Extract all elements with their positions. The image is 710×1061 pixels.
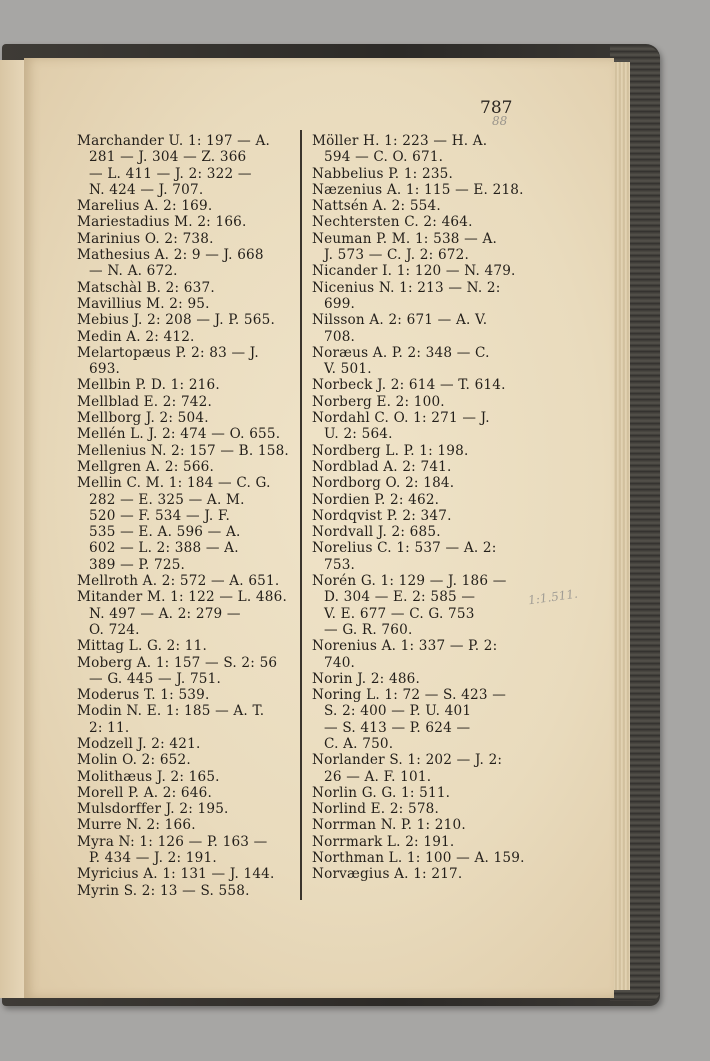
index-line: Northman L. 1: 100 — A. 159. xyxy=(312,850,525,867)
left-index-column xyxy=(77,133,295,899)
index-line: Melartopæus P. 2: 83 — J. xyxy=(77,344,259,361)
index-line: Norrmark L. 2: 191. xyxy=(312,833,455,850)
index-line: Nordberg L. P. 1: 198. xyxy=(312,442,469,459)
index-line: Mellin C. M. 1: 184 — C. G. xyxy=(77,475,271,492)
index-line: Mellroth A. 2: 572 — A. 651. xyxy=(77,573,280,590)
index-line: P. 434 — J. 2: 191. xyxy=(89,850,217,867)
index-line: Mellborg J. 2: 504. xyxy=(77,410,209,427)
index-line: Mellbin P. D. 1: 216. xyxy=(77,377,220,394)
index-line: J. 573 — C. J. 2: 672. xyxy=(324,247,470,264)
index-line: 281 — J. 304 — Z. 366 xyxy=(89,149,247,166)
index-line: 26 — A. F. 101. xyxy=(324,768,432,785)
right-index-column xyxy=(312,133,534,883)
index-line: Norlander S. 1: 202 — J. 2: xyxy=(312,752,503,769)
column-divider xyxy=(300,130,302,900)
index-line: C. A. 750. xyxy=(324,735,394,752)
index-line: Noring L. 1: 72 — S. 423 — xyxy=(312,687,506,704)
index-line: Nordqvist P. 2: 347. xyxy=(312,507,452,524)
index-line: Modin N. E. 1: 185 — A. T. xyxy=(77,703,265,720)
index-line: Mulsdorffer J. 2: 195. xyxy=(77,801,229,818)
index-line: Norrman N. P. 1: 210. xyxy=(312,817,466,834)
index-line: Moderus T. 1: 539. xyxy=(77,687,210,704)
index-line: Nordahl C. O. 1: 271 — J. xyxy=(312,410,490,427)
index-line: Norvægius A. 1: 217. xyxy=(312,866,463,883)
index-line: N. 497 — A. 2: 279 — xyxy=(89,605,241,622)
index-line: 708. xyxy=(324,328,356,345)
index-line: U. 2: 564. xyxy=(324,426,393,443)
index-line: Norelius C. 1: 537 — A. 2: xyxy=(312,540,497,557)
index-line: Medin A. 2: 412. xyxy=(77,328,195,345)
index-line: Nordblad A. 2: 741. xyxy=(312,458,452,475)
index-line: Mittag L. G. 2: 11. xyxy=(77,638,207,655)
index-line: 602 — L. 2: 388 — A. xyxy=(89,540,239,557)
index-line: Nabbelius P. 1: 235. xyxy=(312,165,454,182)
index-line: S. 2: 400 — P. U. 401 xyxy=(324,703,472,720)
index-line: Næzenius A. 1: 115 — E. 218. xyxy=(312,181,524,198)
index-line: — G. R. 760. xyxy=(324,621,413,638)
index-line: 594 — C. O. 671. xyxy=(324,149,444,166)
index-line: Nilsson A. 2: 671 — A. V. xyxy=(312,312,488,329)
index-line: N. 424 — J. 707. xyxy=(89,181,204,198)
index-line: Norin J. 2: 486. xyxy=(312,670,421,687)
index-line: Mellgren A. 2: 566. xyxy=(77,458,215,475)
index-line: Mellenius N. 2: 157 — B. 158. xyxy=(77,442,289,459)
index-line: Nicander I. 1: 120 — N. 479. xyxy=(312,263,516,280)
index-line: Norén G. 1: 129 — J. 186 — xyxy=(312,573,507,590)
page-number: 787 xyxy=(480,98,513,118)
facing-page-edge xyxy=(0,60,25,998)
index-line: Mariestadius M. 2: 166. xyxy=(77,214,247,231)
index-line: — G. 445 — J. 751. xyxy=(89,670,222,687)
index-line: V. 501. xyxy=(324,361,372,378)
index-line: Nordvall J. 2: 685. xyxy=(312,524,441,541)
index-line: Norlind E. 2: 578. xyxy=(312,801,440,818)
index-line: O. 724. xyxy=(89,621,140,638)
index-line: Myra N: 1: 126 — P. 163 — xyxy=(77,833,268,850)
index-line: Mellblad E. 2: 742. xyxy=(77,393,213,410)
index-line: Nechtersten C. 2: 464. xyxy=(312,214,473,231)
index-line: 2: 11. xyxy=(89,719,130,736)
index-line: Neuman P. M. 1: 538 — A. xyxy=(312,230,498,247)
index-line: Noræus A. P. 2: 348 — C. xyxy=(312,344,490,361)
index-line: — L. 411 — J. 2: 322 — xyxy=(89,165,252,182)
index-line: Matschàl B. 2: 637. xyxy=(77,279,215,296)
index-line: — S. 413 — P. 624 — xyxy=(324,719,471,736)
index-line: Marchander U. 1: 197 — A. xyxy=(77,133,271,149)
margin-pencil-note: 1:1.511. xyxy=(527,586,579,608)
index-line: Nordborg O. 2: 184. xyxy=(312,475,455,492)
index-line: Norlin G. G. 1: 511. xyxy=(312,784,451,801)
index-line: — N. A. 672. xyxy=(89,263,178,280)
index-line: Nicenius N. 1: 213 — N. 2: xyxy=(312,279,501,296)
index-line: 389 — P. 725. xyxy=(89,556,186,573)
index-line: 282 — E. 325 — A. M. xyxy=(89,491,245,508)
index-line: Murre N. 2: 166. xyxy=(77,817,196,834)
index-line: Norbeck J. 2: 614 — T. 614. xyxy=(312,377,506,394)
index-line: Modzell J. 2: 421. xyxy=(77,735,201,752)
index-line: Myrin S. 2: 13 — S. 558. xyxy=(77,882,250,899)
index-line: Mebius J. 2: 208 — J. P. 565. xyxy=(77,312,275,329)
index-line: Molin O. 2: 652. xyxy=(77,752,191,769)
index-line: Mitander M. 1: 122 — L. 486. xyxy=(77,589,287,606)
index-line: Mavillius M. 2: 95. xyxy=(77,295,210,312)
index-line: 520 — F. 534 — J. F. xyxy=(89,507,230,524)
index-line: Nordien P. 2: 462. xyxy=(312,491,440,508)
index-line: Myricius A. 1: 131 — J. 144. xyxy=(77,866,275,883)
index-line: 753. xyxy=(324,556,356,573)
index-line: Morell P. A. 2: 646. xyxy=(77,784,212,801)
index-line: 699. xyxy=(324,295,356,312)
index-line: Mellén L. J. 2: 474 — O. 655. xyxy=(77,426,281,443)
index-line: Marinius O. 2: 738. xyxy=(77,230,214,247)
pencil-mark: 88 xyxy=(492,114,508,128)
index-line: V. E. 677 — C. G. 753 xyxy=(324,605,475,622)
index-line: 535 — E. A. 596 — A. xyxy=(89,524,241,541)
index-line: Molithæus J. 2: 165. xyxy=(77,768,220,785)
index-line: Moberg A. 1: 157 — S. 2: 56 xyxy=(77,654,278,671)
index-line: D. 304 — E. 2: 585 — xyxy=(324,589,476,606)
index-line: Marelius A. 2: 169. xyxy=(77,198,213,215)
index-line: Nattsén A. 2: 554. xyxy=(312,198,441,215)
index-line: Norberg E. 2: 100. xyxy=(312,393,445,410)
index-line: Mathesius A. 2: 9 — J. 668 xyxy=(77,247,264,264)
index-line: 740. xyxy=(324,654,356,671)
index-line: Norenius A. 1: 337 — P. 2: xyxy=(312,638,498,655)
index-line: 693. xyxy=(89,361,121,378)
index-line: Möller H. 1: 223 — H. A. xyxy=(312,133,488,149)
